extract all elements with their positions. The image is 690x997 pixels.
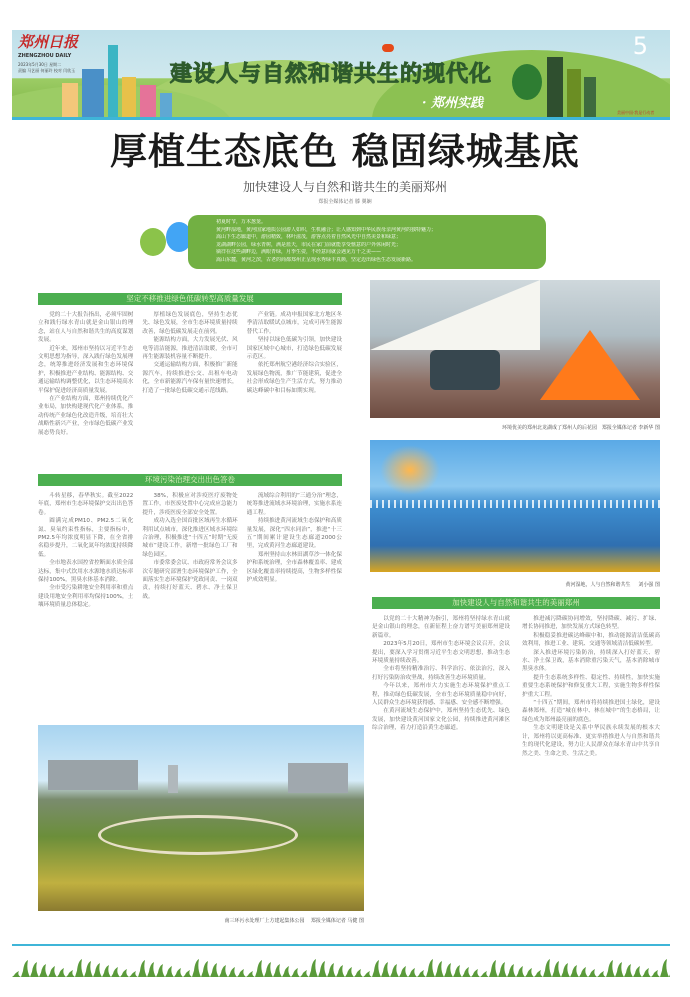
section-heading: 加快建设人与自然和谐共生的美丽郑州 xyxy=(372,597,660,609)
text-column: 产业链。成功申报国家北方地区冬季清洁取暖试点城市，完成可再生能源替代工作。 坚持以绿色低碳为引领，加快建设国家区域中心城市，打造绿色低碳发展示范区。 依托郑州航空港经济综合实验区，发展绿色物流，推广节能建筑，促进全社会形成绿色生产生活方式，努力推动碳达峰碳中和目标如期实现。 xyxy=(246,312,342,394)
newspaper-logo-en: ZHENGZHOU DAILY xyxy=(18,53,72,59)
caption-text: 南三环污水处理厂上方建起集体公园 xyxy=(224,918,305,924)
issue-date: 2023年5月30日 星期二 xyxy=(18,62,62,67)
text-column: 厚植绿色发展底色，坚持生态优先、绿色发展，全市生态环境质量持续改善，绿色低碳发展走在前列。 能源结构方面，大力发展光伏、风电等清洁能源，推进清洁取暖，全市可再生能源装机容量不断提升。 交通运输结构方面，积极推广新能源汽车，持续推进公交、出租车电动化，全市新能源汽车保有量快速增长，打造了一批绿色低碳交通示范线路。 xyxy=(142,312,238,394)
text-column: 以党的二十大精神为指引，郑州将坚持绿水青山就是金山银山的理念，在新征程上奋力谱写美丽郑州建设新篇章。 2023年5月20日，郑州市生态环境会议召开，会议提出，要深入学习贯彻习近平生态文明思想，推动生态环境质量持续改善。 全市将坚持精准治污、科学治污、依法治污，深入打好污染防治攻坚战，持续改善生态环境质量。 今年以来，郑州市大力实施生态环境保护重点工程，推动绿色低碳发展，全市生态环境质量稳中向好，人民群众生态环境获得感、幸福感、安全感不断增强。 在黄河流域生态保护中，郑州坚持生态优先、绿色发展，加快建设黄河国家文化公园，持续推进黄河滩区综合治理，着力打造沿黄生态廊道。 xyxy=(372,616,510,732)
photo-caption xyxy=(38,918,364,925)
car-icon xyxy=(382,44,394,52)
caption-text: 黄河湿地，人与自然和谐共生 xyxy=(565,582,631,588)
headline: 厚植生态底色 稳固绿城基底 xyxy=(110,130,580,173)
text-column: 推进减污降碳协同增效，坚持降碳、减污、扩绿、增长协同推进，加快发展方式绿色转型。 积极稳妥推进碳达峰碳中和，推动能源清洁低碳高效利用，推进工业、建筑、交通等领域清洁低碳转型。 深入推进环境污染防治，持续深入打好蓝天、碧水、净土保卫战，基本消除重污染天气，基本消除城市黑臭水体。 提升生态系统多样性、稳定性、持续性，加快实施重要生态系统保护和修复重大工程，实施生物多样性保护重大工程。 “十四五”期间，郑州市将持续推进国土绿化，建设森林郑州，打造“城在林中、林在城中”的生态格局，让绿色成为郑州最亮丽的底色。 生态文明建设是关系中华民族永续发展的根本大计，郑州将以更高标准、更实举措推进人与自然和谐共生的现代化建设，努力让人民群众在绿水青山中共享自然之美、生命之美、生活之美。 xyxy=(522,616,660,757)
photo-lakeside-camping xyxy=(370,280,660,418)
text-column: 流域综合利用的“三通分治”理念，统筹推进流域水环境治理，实施水系连通工程。 持续推进黄河流域生态保护和高质量发展，深化“四水同治”，推进“十三五”期间累计建设生态廊道2000公里，完成黄河生态廊道建设。 郑州坚持山水林田湖草沙一体化保护和系统治理，全市森林覆盖率、建成区绿化覆盖率持续提高，生物多样性保护成效明显。 xyxy=(246,493,342,584)
subheadline: 加快建设人与自然和谐共生的美丽郑州 xyxy=(242,180,447,194)
caption-text: 环境优美的郑州北龙湖成了郑州人的后花园 xyxy=(502,425,598,431)
text-column: 党的二十大报告指出，必须牢固树立和践行绿水青山就是金山银山的理念，站在人与自然和谐共生的高度谋划发展。 近年来，郑州市坚持以习近平生态文明思想为指导，深入践行绿色发展理念，统筹推进经济发展和生态环境保护，积极推进产业结构、能源结构、交通运输结构调整优化，以生态环境高水平保护促进经济高质量发展。 在产业结构方面，郑州持续优化产业布局，加快构建现代化产业体系，推动传统产业绿色化改造升级，培育壮大战略性新兴产业，全市绿色低碳产业发展态势良好。 xyxy=(38,312,134,436)
newspaper-logo: 郑州日报 xyxy=(18,33,79,51)
page-number: 5 xyxy=(632,32,648,60)
caption-credit: 郑报全媒体记者 马健 图 xyxy=(310,918,364,924)
intro-line: 初夏时节，万木葱茏。 xyxy=(216,219,267,225)
photo-caption xyxy=(370,582,660,589)
intro-line: 黄河畔湿地，黄河国家地质公园游人如织，生机融合；让人感知到中华民族母亲河黄河的独特魅力； xyxy=(216,226,437,233)
section-body xyxy=(38,311,342,462)
photo-caption xyxy=(370,425,660,432)
issue-editors: 责编 马艺丽 何丽玲 校对 闫欣玉 xyxy=(18,68,76,73)
section-heading: 环境污染治理交出出色答卷 xyxy=(38,474,342,486)
caption-credit: 郑报全媒体记者 李新华 图 xyxy=(601,425,660,431)
intro-line: 龙湖湖畔公园，绿水青树，满是蓝天，市民在家门前就能享受惬意的户外休闲时光； xyxy=(216,241,402,248)
mascot-green xyxy=(140,228,166,256)
section-body xyxy=(372,615,660,909)
issue-info xyxy=(18,62,96,74)
photo-park-over-treatment-plant xyxy=(38,725,364,911)
grass-decoration xyxy=(12,955,670,977)
banner-subtitle: · 郑州实践 xyxy=(422,96,484,111)
caption-credit: 刘小强 图 xyxy=(638,582,660,588)
intro-line: 嵩山下生态廊道中，游园精致，林叶滋茂，游客点亮着自然风光中自然美景和绿意； xyxy=(216,234,402,240)
byline: 郑报全媒体记者 滕 翼娴 xyxy=(318,199,372,205)
text-column: 38%，积极应对涉疫医疗废物处置工作，市医废处置中心完成应急能力提升，涉疫医废全部安全处置。 成功入选全国首批区域再生水循环利用试点城市，深化推进区域水环境综合治理，积极推进“十四五”时期“无废城市”建设工作，新增一批绿色工厂和绿色园区。 市委常委会议、市政府常务会议多次专题研究部署生态环境保护工作，全面落实生态环境保护党政同责、一岗双责，持续打好蓝天、碧水、净土保卫战。 xyxy=(142,493,238,600)
section-heading: 坚定不移推进绿色低碳转型高质量发展 xyxy=(38,293,342,305)
intro-box xyxy=(188,215,546,269)
photo-yellow-river-wetland xyxy=(370,440,660,572)
text-column: 斗转星移，春华秋实。截至2022年底，郑州市生态环境保护交出出色答卷。 圆满完成PM10、PM2.5二氧化氮、臭氧约束性指标，主要指标中，PM2.5年均浓度明显下降，在全省排名稳步提升，二氧化氮年均浓度持续降低。 全市地表水国控省控断面水质全部达标，集中式饮用水水源地水质达标率保持100%，黑臭水体基本消除。 全市受污染耕地安全利用率和重点建设用地安全利用率均保持100%，土壤环境质量总体稳定。 xyxy=(38,493,134,609)
campaign-brand: 美丽中国·我是行动者 xyxy=(617,110,655,115)
section-body xyxy=(38,492,342,710)
intro-line: 嵩山东麓，黄河之滨，古老的商都郑州正呈现水秀绿丰真颜，坚定迈出绿色生态发展新路。 xyxy=(216,256,417,263)
banner-title: 建设人与自然和谐共生的现代化 xyxy=(170,62,493,87)
footer-divider xyxy=(12,944,670,946)
intro-line: 徜徉在这些湖畔边，满眼青绿，月季生姿，不经意间就会遇见万千之美—— xyxy=(216,249,382,255)
masthead-info xyxy=(18,33,96,74)
masthead-banner xyxy=(12,30,670,120)
